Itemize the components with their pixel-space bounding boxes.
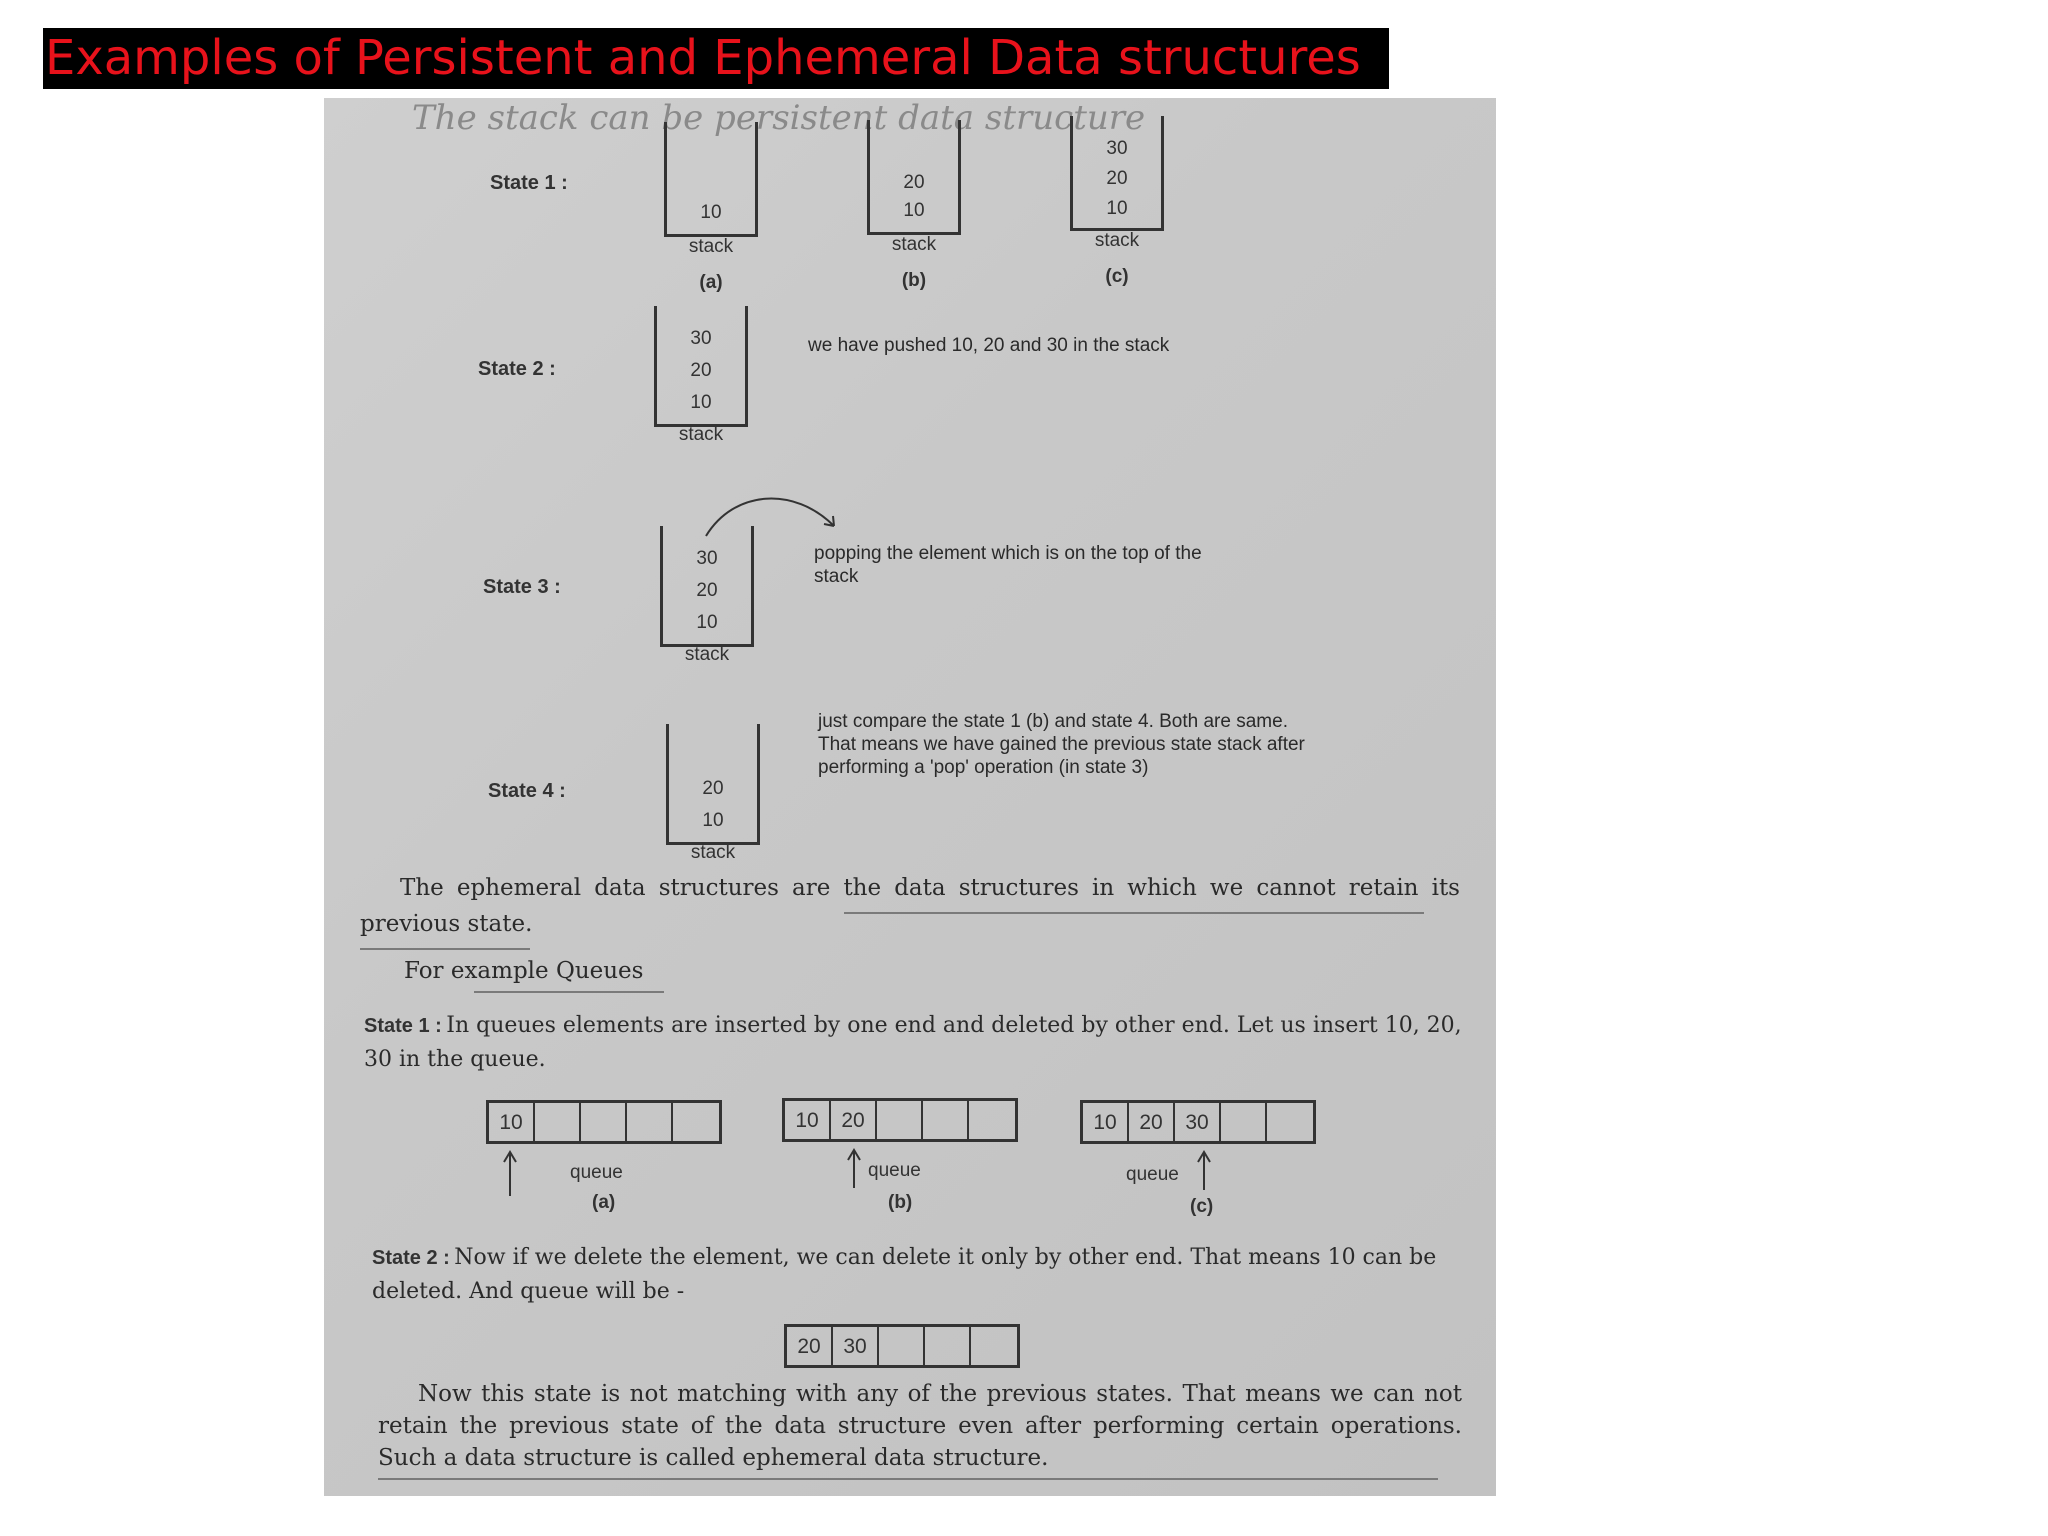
stack-state-2-note: we have pushed 10, 20 and 30 in the stack [808, 335, 1170, 356]
queue-caption: queue [570, 1162, 623, 1183]
handwritten-underline [474, 991, 664, 993]
stack-state-3-label: State 3 : [483, 576, 561, 598]
queue-sub-label: (a) [592, 1192, 616, 1213]
stack-state-4 [666, 724, 760, 845]
queue-state-2-label: State 2 : [372, 1247, 450, 1269]
stack-value: 10 [1106, 198, 1128, 219]
stack-state-3 [660, 526, 754, 647]
handwritten-note: The stack can be persistent data structure [412, 98, 1146, 138]
stack-sub-label: (c) [1105, 266, 1129, 287]
stack-state-1-label: State 1 : [490, 172, 568, 194]
stack-caption: stack [684, 644, 730, 665]
stack-sub-label: (b) [901, 270, 927, 291]
stack-state-2-label: State 2 : [478, 358, 556, 380]
queue-state-1-text: In queues elements are inserted by one end and deleted by other end. Let us insert 10, 20, 30 in the queue. [364, 1013, 1462, 1072]
stack-value: 10 [690, 392, 712, 413]
up-arrow-icon [500, 1148, 520, 1198]
queue-cell [923, 1101, 969, 1139]
queue-state-1-label: State 1 : [364, 1015, 442, 1037]
queue-cell [627, 1103, 673, 1141]
stack-value: 30 [696, 548, 718, 569]
up-arrow-icon [844, 1146, 864, 1190]
queue-state-1-paragraph [364, 1010, 1464, 1078]
queue-cell [877, 1101, 923, 1139]
textbook-photo [324, 98, 1496, 1496]
queue-cell [673, 1103, 719, 1141]
stack-value: 20 [702, 778, 724, 799]
stack-value: 10 [696, 612, 718, 633]
queue-cell: 20 [1129, 1103, 1175, 1141]
queue-cell [925, 1327, 971, 1365]
stack-1c [1070, 116, 1164, 231]
stack-1b [867, 120, 961, 235]
stack-value: 30 [690, 328, 712, 349]
stack-caption: stack [690, 842, 736, 863]
stack-state-3-note: popping the element which is on the top of the stack [814, 543, 1202, 587]
queue-cell [535, 1103, 581, 1141]
queue-cell: 20 [831, 1101, 877, 1139]
handwritten-underline [378, 1478, 1438, 1480]
stack-state-4-note: just compare the state 1 (b) and state 4. Both are same. That means we have gained the previous state stack after performing a 'pop' operation (in state 3) [818, 711, 1305, 778]
handwritten-underline [844, 912, 1424, 914]
stack-caption: stack [891, 234, 937, 255]
queue-cell [971, 1327, 1017, 1365]
queue-state-2-text: Now if we delete the element, we can delete it only by other end. That means 10 can be deleted. And queue will be - [372, 1245, 1437, 1304]
queue-example-label: For example Queues [404, 958, 644, 984]
queue-cell [879, 1327, 925, 1365]
queue-cell: 10 [489, 1103, 535, 1141]
slide-title: Examples of Persistent and Ephemeral Data structures [43, 28, 1389, 89]
queue-cell [581, 1103, 627, 1141]
queue-cell [1267, 1103, 1313, 1141]
queue-sub-label: (b) [888, 1192, 913, 1213]
stack-caption: stack [678, 424, 724, 445]
queue-cell: 10 [785, 1101, 831, 1139]
queue-1a [486, 1100, 722, 1144]
stack-value: 10 [903, 200, 925, 221]
queue-cell: 10 [1083, 1103, 1129, 1141]
stack-value: 10 [700, 202, 722, 223]
stack-caption: stack [1094, 230, 1140, 251]
handwritten-underline [360, 948, 530, 950]
queue-caption: queue [1126, 1164, 1179, 1185]
queue-cell: 30 [1175, 1103, 1221, 1141]
stack-state-4-label: State 4 : [488, 780, 566, 802]
queue-1b [782, 1098, 1018, 1142]
queue-state-2-paragraph [372, 1242, 1462, 1310]
stack-caption: stack [688, 236, 734, 257]
queue-cell: 30 [833, 1327, 879, 1365]
stack-1a [664, 122, 758, 237]
stack-value: 20 [903, 172, 925, 193]
queue-cell [969, 1101, 1015, 1139]
queue-cell [1221, 1103, 1267, 1141]
queue-state-2 [784, 1324, 1020, 1368]
stack-sub-label: (a) [699, 272, 723, 293]
stack-state-2 [654, 306, 748, 427]
up-arrow-icon [1194, 1148, 1214, 1192]
stack-value: 20 [696, 580, 718, 601]
stack-value: 30 [1106, 138, 1128, 159]
queue-1c [1080, 1100, 1316, 1144]
stack-value: 20 [1106, 168, 1128, 189]
ephemeral-definition: The ephemeral data structures are the data structures in which we cannot retain its previous state. [360, 875, 1460, 937]
queue-sub-label: (c) [1190, 1196, 1214, 1217]
ephemeral-conclusion: Now this state is not matching with any of the previous states. That means we can not retain the previous state of the data structure even after performing certain operations. Such a data structure is called ephemeral data structure. [378, 1381, 1462, 1471]
queue-cell: 20 [787, 1327, 833, 1365]
stack-value: 10 [702, 810, 724, 831]
queue-caption: queue [868, 1160, 921, 1181]
stack-value: 20 [690, 360, 712, 381]
